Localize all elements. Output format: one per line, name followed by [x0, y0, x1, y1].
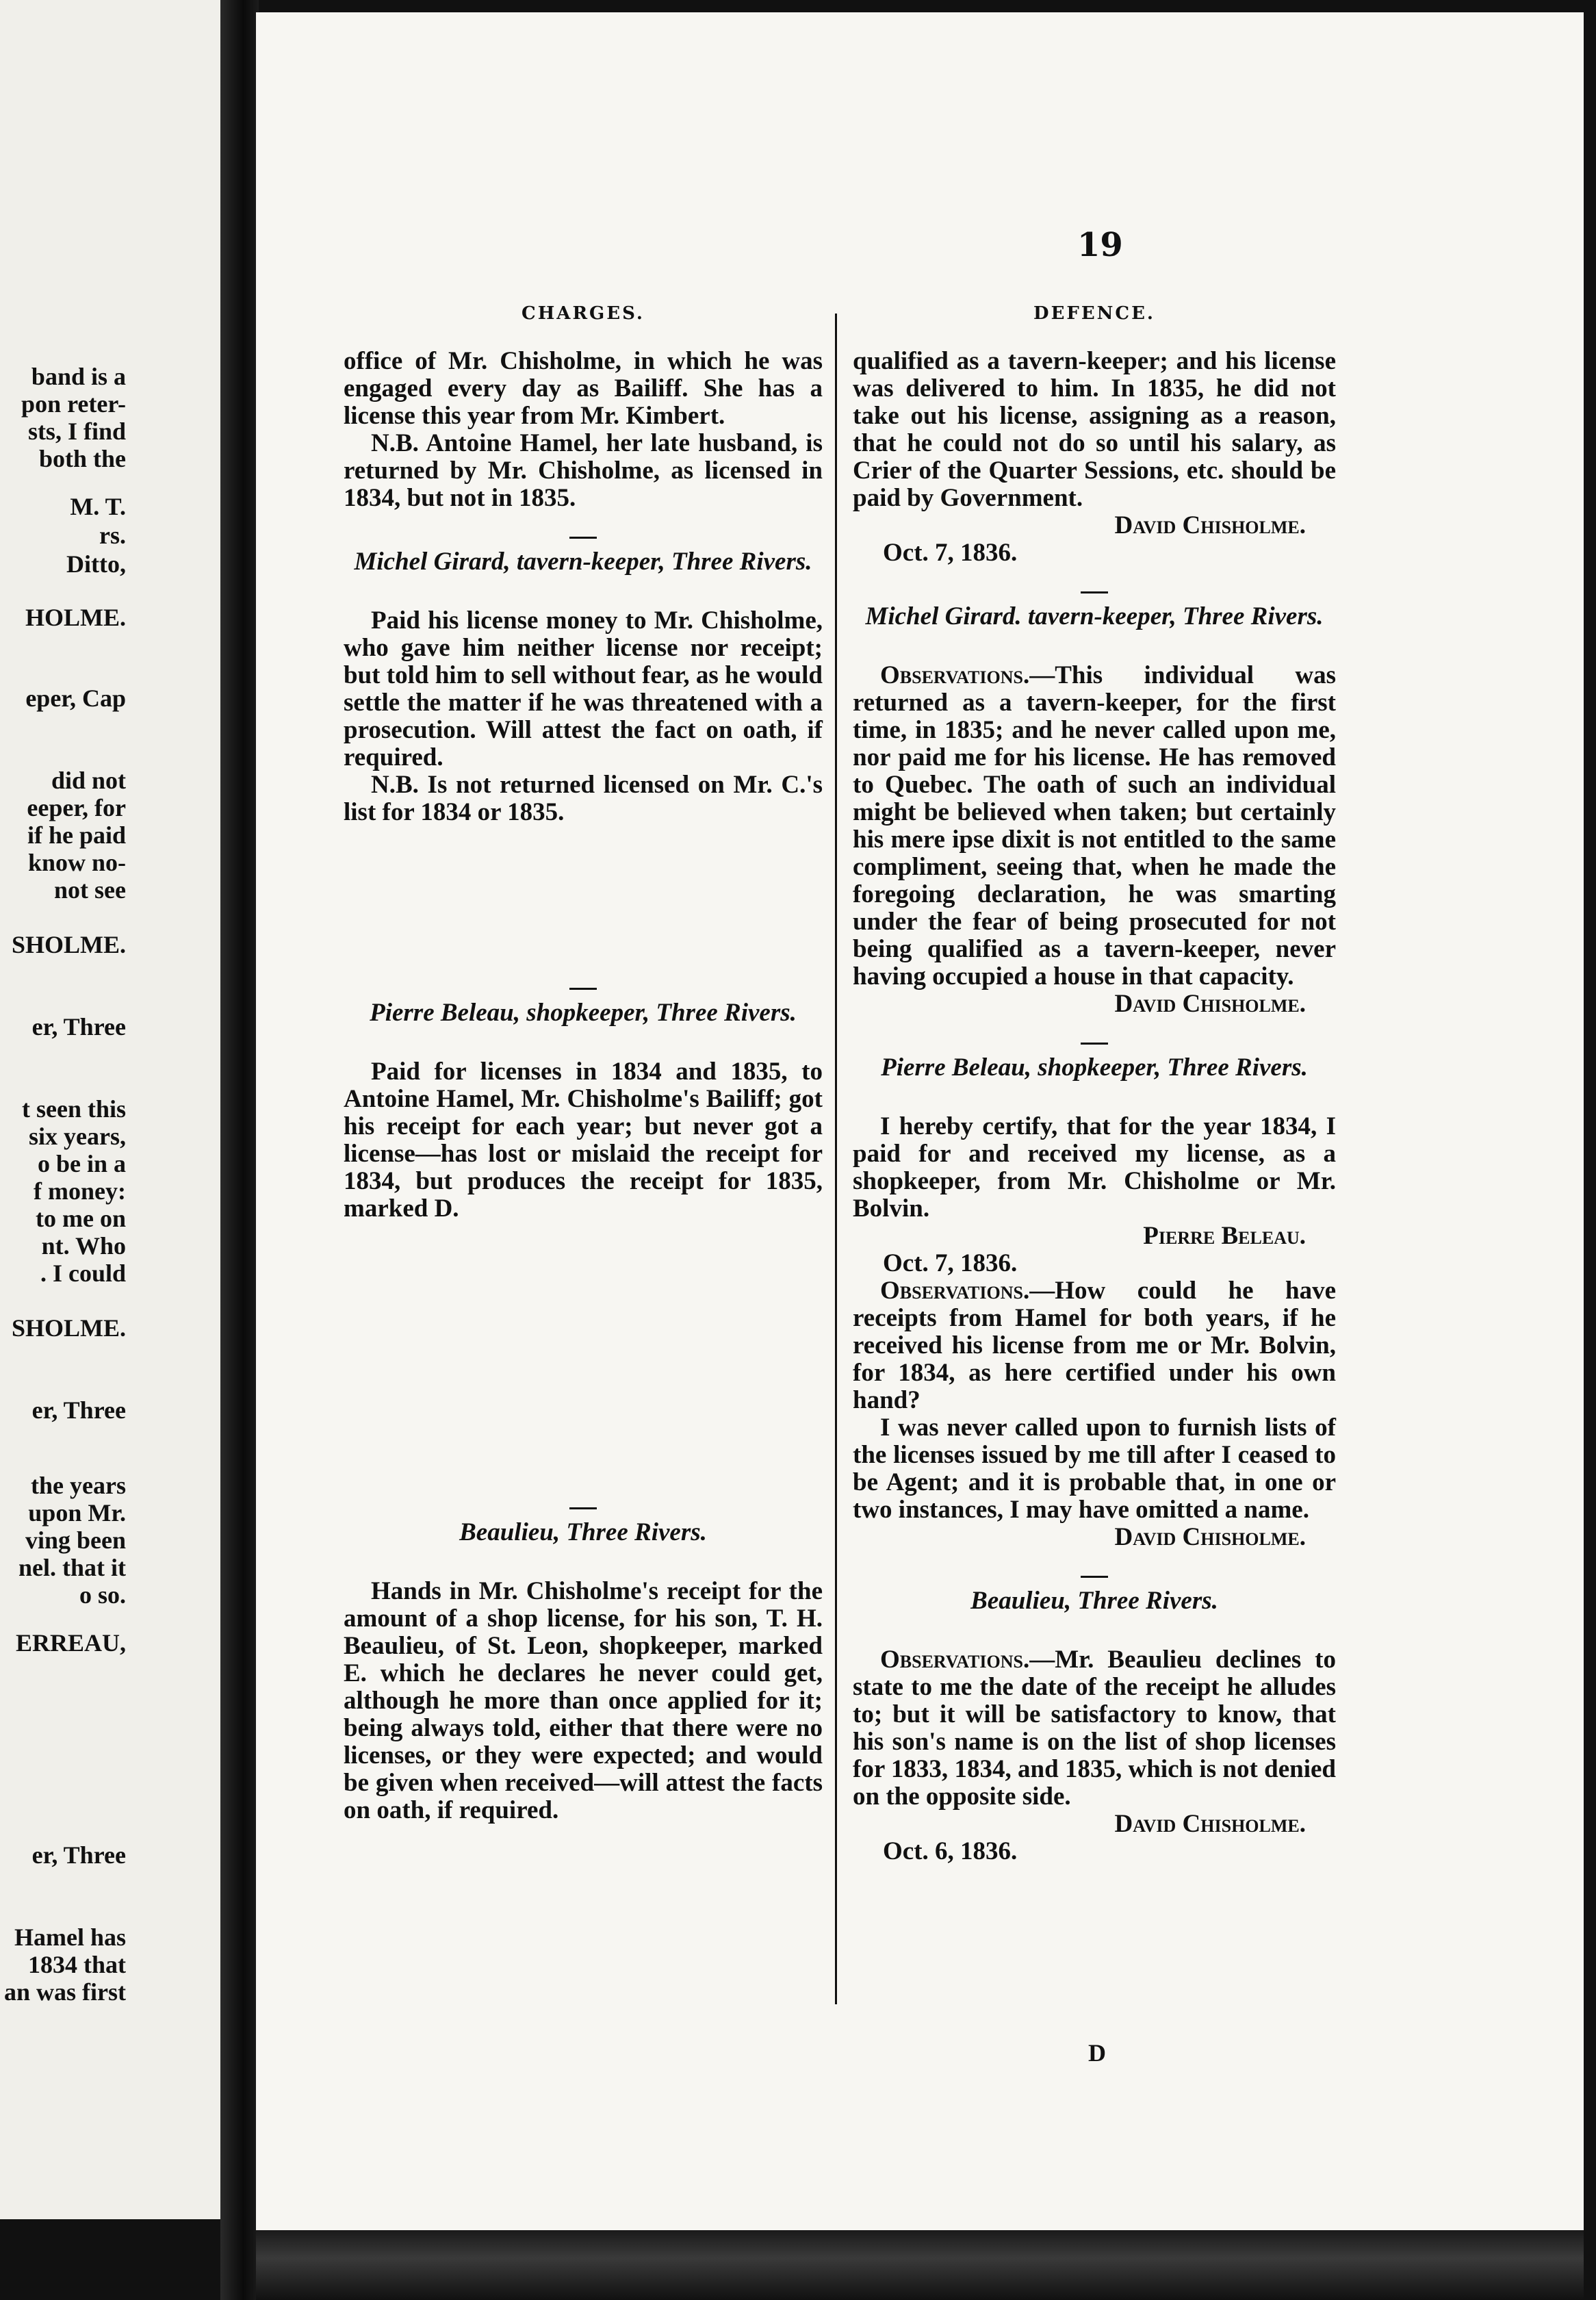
left-page-line: HOLME.	[25, 604, 126, 631]
observation-text: —How could he have receipts from Hamel for both years, if he received his license from me or Mr. Bolvin, for 1834, as here certified under his own hand?	[853, 1277, 1336, 1414]
defence-observation-beleau	[853, 1277, 1336, 1414]
left-page-line: o be in a	[37, 1150, 126, 1177]
left-page-line: did not	[51, 767, 126, 794]
column-divider	[835, 314, 837, 2004]
page	[256, 12, 1584, 2230]
left-page-line: Ditto,	[66, 550, 126, 578]
section-dash	[569, 988, 597, 990]
signature	[853, 991, 1336, 1018]
left-page-line: M. T.	[70, 493, 126, 520]
date-line: Oct. 6, 1836.	[883, 1837, 1018, 1865]
left-page-line: sts, I find	[27, 418, 126, 445]
charge-heading-beleau: Pierre Beleau, shopkeeper, Three Rivers.	[370, 999, 797, 1027]
charge-heading-beaulieu: Beaulieu, Three Rivers.	[459, 1518, 707, 1546]
charge-text-beleau: Paid for licenses in 1834 and 1835, to Antoine Hamel, Mr. Chisholme's Bailiff; got his receipt for each year; but never got a license—has lost or mislaid the receipt for 1834, but produces the receipt for 1835, marked D.	[344, 1058, 823, 1223]
defence-header: DEFENCE.	[1033, 303, 1155, 324]
section-dash	[569, 537, 597, 539]
left-page-line: ERREAU,	[15, 1629, 126, 1657]
signature-mark: D	[1088, 2039, 1106, 2067]
left-page-line: er, Three	[31, 1841, 126, 1869]
left-page-line: o so.	[79, 1581, 126, 1609]
defence-heading-beleau: Pierre Beleau, shopkeeper, Three Rivers.	[881, 1053, 1308, 1082]
charges-header: CHARGES.	[522, 303, 645, 324]
left-page-line: SHOLME.	[11, 931, 126, 958]
section-dash	[1081, 1043, 1108, 1045]
signature-name: David Chisholme.	[1114, 511, 1306, 539]
defence-observation-girard	[853, 662, 1336, 991]
page-bottom-edge	[256, 2230, 1584, 2300]
observation-text: —Mr. Beaulieu declines to state to me the date of the receipt he alludes to; but it will be satisfactory to know, that his son's name is on the list of shop licenses for 1833, 1834, and 1835, which is not denied on the opposite side.	[853, 1646, 1336, 1811]
left-page-line: 1834 that	[28, 1951, 126, 1978]
left-page-line: not see	[54, 876, 126, 904]
left-page-line: . I could	[40, 1260, 126, 1287]
left-page-line: pon reter-	[21, 390, 126, 418]
defence-heading-beaulieu: Beaulieu, Three Rivers.	[970, 1587, 1218, 1615]
charge-note-girard: N.B. Is not returned licensed on Mr. C.'s list for 1834 or 1835.	[344, 771, 823, 826]
signature	[853, 1811, 1336, 1838]
section-dash	[1081, 591, 1108, 593]
left-page-line: Hamel has	[14, 1924, 126, 1951]
defence-column	[853, 300, 1336, 1865]
left-page-line: er, Three	[31, 1396, 126, 1424]
beleau-certificate: I hereby certify, that for the year 1834, I paid for and received my license, as a shopkeeper, from Mr. Chisholme or Mr. Bolvin.	[853, 1112, 1336, 1223]
charges-intro-note: N.B. Antoine Hamel, her late husband, is returned by Mr. Chisholme, as licensed in 1834, but not in 1835.	[344, 429, 823, 512]
defence-note-beleau: I was never called upon to furnish lists of the licenses issued by me till after I ceased to be Agent; and it is probable that, in one or two instances, I may have omitted a name.	[853, 1414, 1336, 1524]
signature-name: Pierre Beleau.	[1143, 1222, 1306, 1250]
signature	[853, 1524, 1336, 1551]
left-page-line: eeper, for	[27, 794, 126, 821]
left-page-line: upon Mr.	[28, 1499, 126, 1526]
defence-intro-paragraph: qualified as a tavern-keeper; and his license was delivered to him. In 1835, he did not take out his license, assigning as a reason, that he could not do so until his salary, as Crier of the Quarter Sessions, etc. should be paid by Government.	[853, 347, 1336, 512]
charge-text-girard: Paid his license money to Mr. Chisholme, who gave him neither license nor receipt; but told him to sell without fear, as he would settle the matter if he was threatened with a prosecution. Will attest the fact on oath, if required.	[344, 606, 823, 771]
date-line: Oct. 7, 1836.	[883, 539, 1018, 567]
left-page-line: know no-	[27, 849, 126, 876]
section-dash	[1081, 1576, 1108, 1578]
left-page-line: er, Three	[31, 1013, 126, 1040]
charge-text-beaulieu: Hands in Mr. Chisholme's receipt for the amount of a shop license, for his son, T. H. Beaulieu, of St. Leon, shopkeeper, marked E. which he declares he never could get, although he more than once applied for it; being always told, either that there were no licenses, or they were expected; and would be given when received—will attest the facts on oath, if required.	[344, 1577, 823, 1824]
defence-observation-beaulieu	[853, 1646, 1336, 1811]
left-page-line: an was first	[4, 1978, 126, 2006]
left-page-line: six years,	[29, 1123, 126, 1150]
charge-heading-girard: Michel Girard, tavern-keeper, Three Rivers.	[354, 548, 812, 576]
date-line: Oct. 7, 1836.	[883, 1249, 1018, 1277]
left-page-line: t seen this	[22, 1095, 126, 1123]
left-page-line: band is a	[31, 363, 126, 390]
observations-label: Observations.	[880, 1646, 1030, 1674]
observations-label: Observations.	[880, 1277, 1030, 1305]
left-page-line: f money:	[34, 1177, 126, 1205]
left-page-line: ving been	[25, 1526, 126, 1554]
left-facing-page-fragment	[0, 0, 220, 2219]
signature-name: David Chisholme.	[1114, 1810, 1306, 1838]
left-page-line: rs.	[99, 522, 126, 549]
signature-name: David Chisholme.	[1114, 990, 1306, 1018]
observation-text: —This individual was returned as a tavern-keeper, for the first time, in 1835; and he never called upon me, nor paid me for his license. He has removed to Quebec. The oath of such an individual might be believed when taken; but certainly his mere ipse dixit is not entitled to the same compliment, seeing that, when he made the foregoing declaration, he was smarting under the fear of being prosecuted for not being qualified as a tavern-keeper, never having occupied a house in that capacity.	[853, 661, 1336, 991]
charges-intro-paragraph: office of Mr. Chisholme, in which he was engaged every day as Bailiff. She has a license this year from Mr. Kimbert.	[344, 347, 823, 430]
left-page-line: both the	[38, 445, 126, 472]
signature	[853, 512, 1336, 539]
signature	[853, 1223, 1336, 1250]
book-spine	[220, 0, 259, 2300]
charges-column	[344, 300, 823, 1824]
left-page-line: nt. Who	[41, 1232, 126, 1260]
observations-label: Observations.	[880, 661, 1030, 689]
left-page-line: eper, Cap	[25, 685, 126, 712]
left-page-line: if he paid	[27, 821, 126, 849]
left-page-line: SHOLME.	[11, 1314, 126, 1342]
defence-heading-girard: Michel Girard. tavern-keeper, Three Rivers.	[865, 602, 1324, 630]
page-number: 19	[1077, 226, 1123, 264]
left-page-line: to me on	[36, 1205, 126, 1232]
left-page-line: nel. that it	[18, 1554, 126, 1581]
left-page-line: the years	[31, 1472, 126, 1499]
signature-name: David Chisholme.	[1114, 1523, 1306, 1551]
section-dash	[569, 1507, 597, 1509]
